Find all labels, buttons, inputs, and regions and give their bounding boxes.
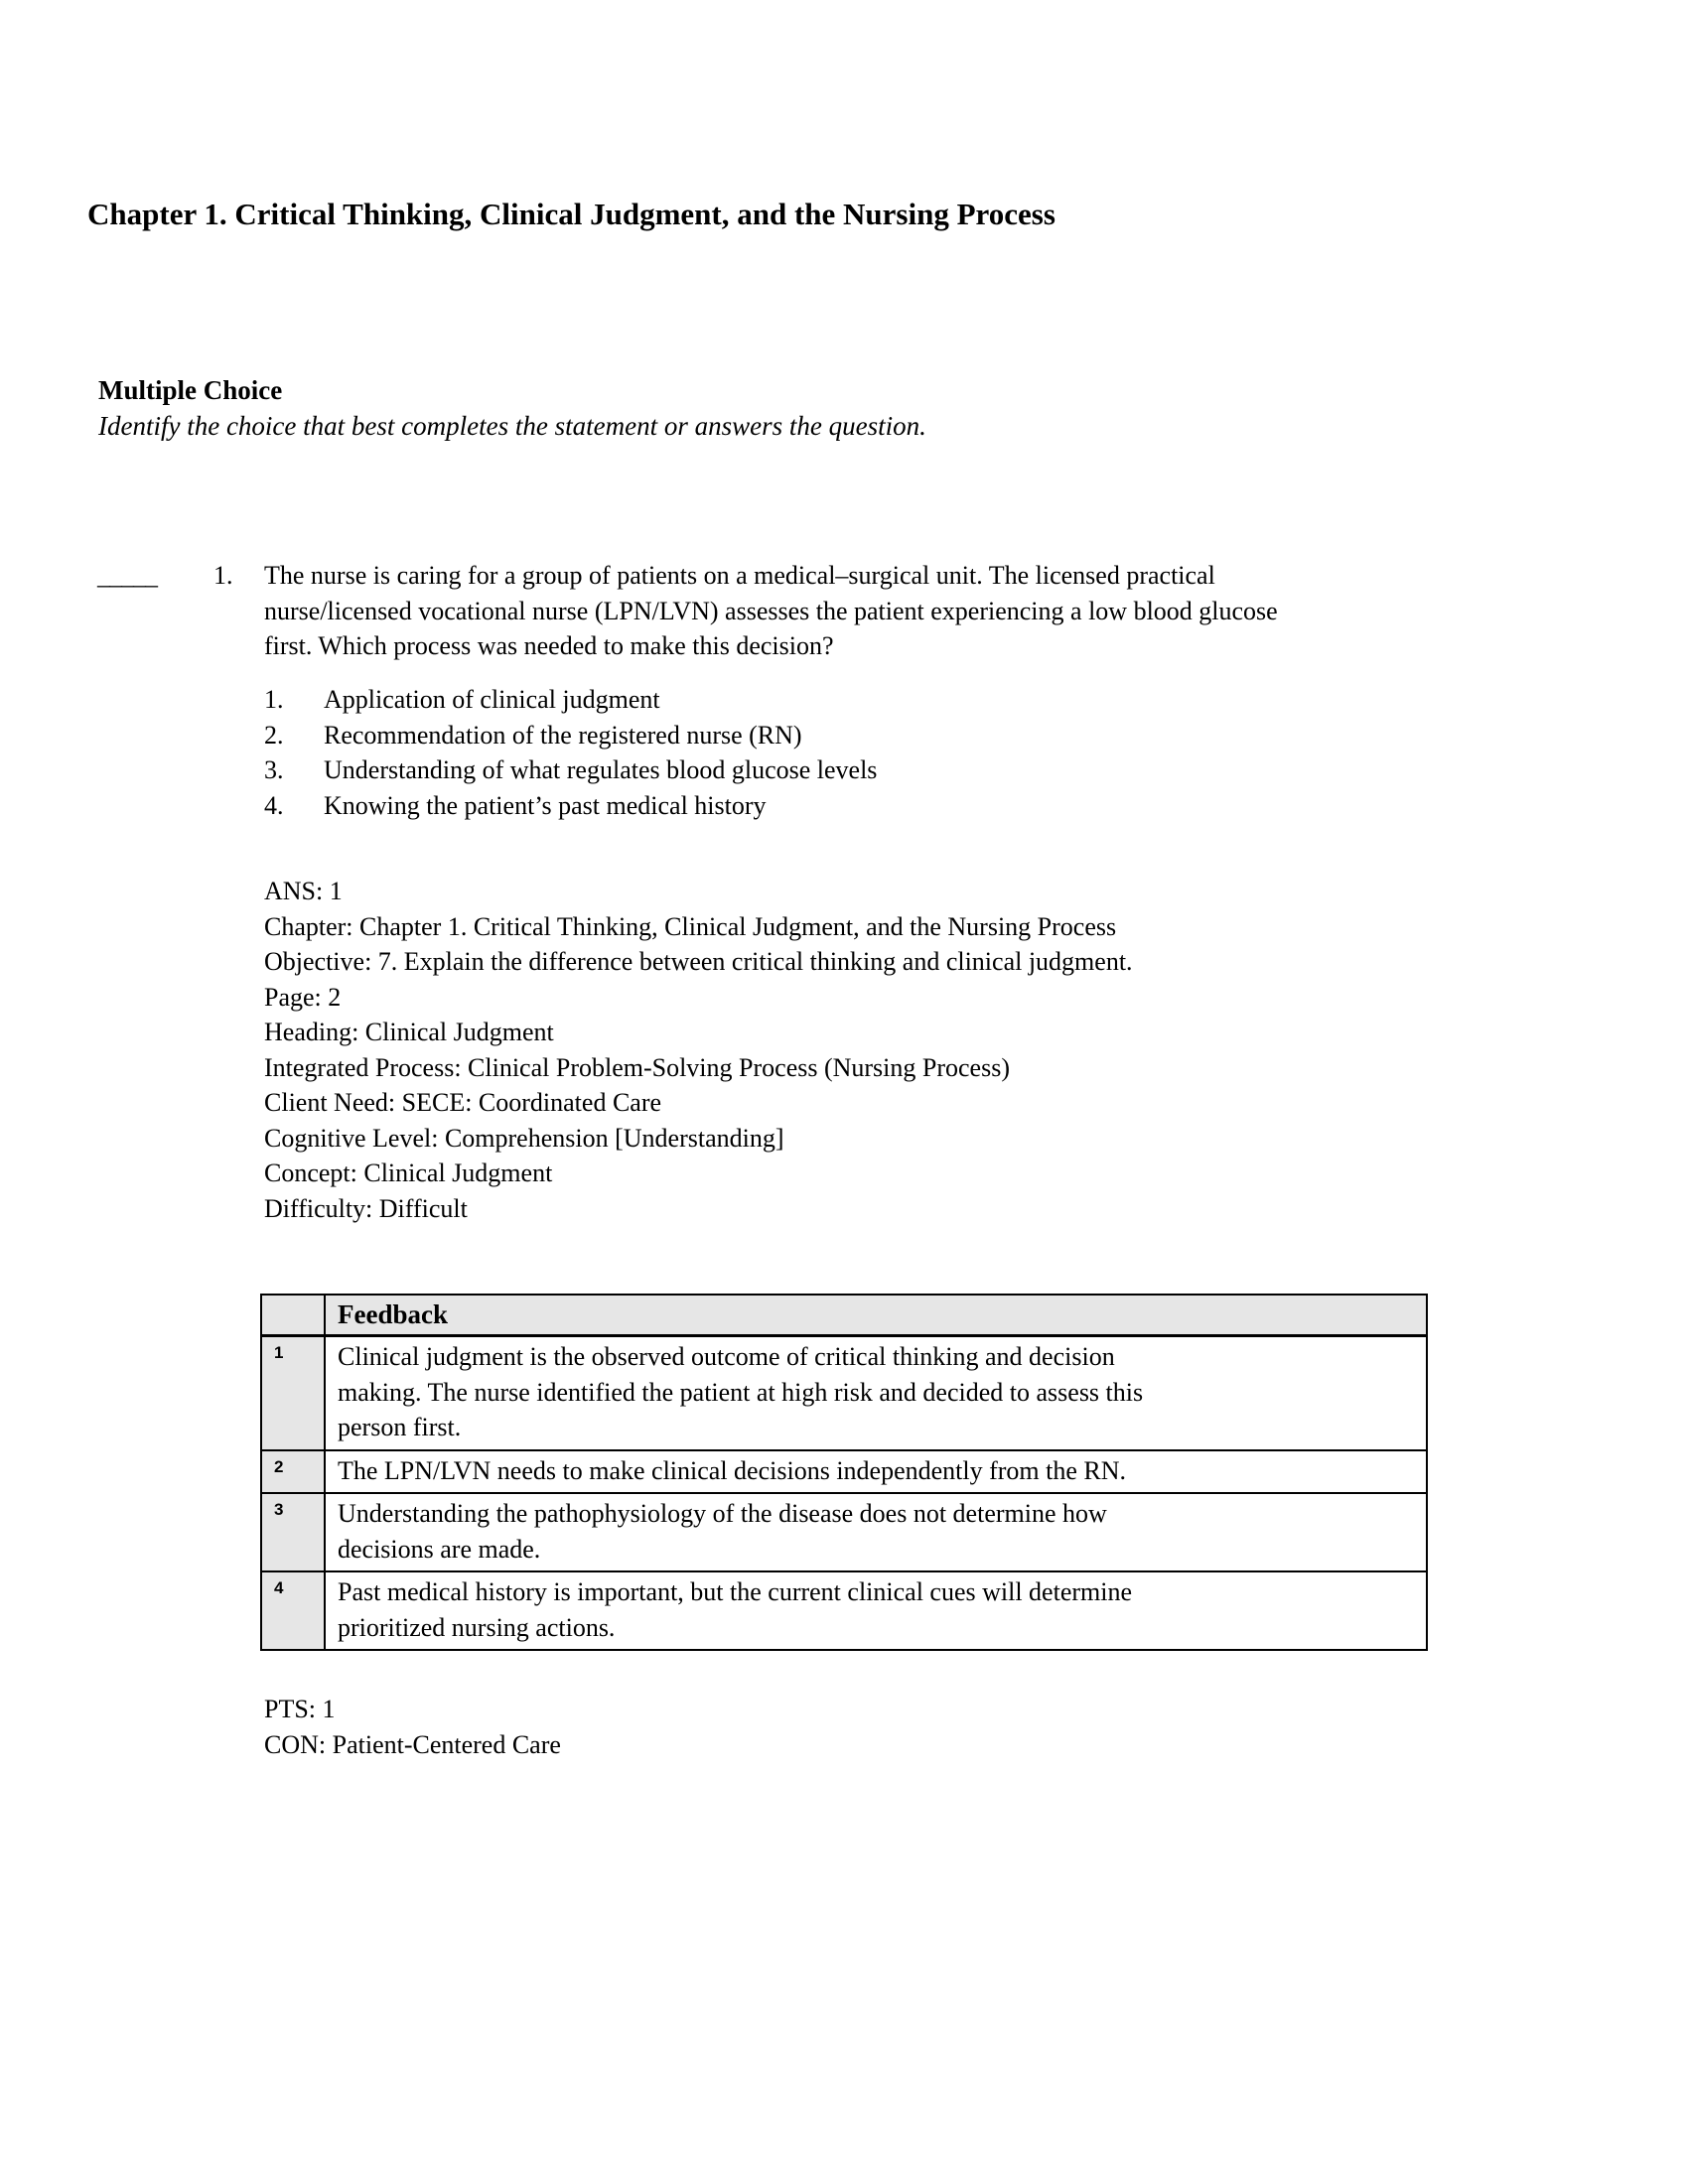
answer-line-objective: Objective: 7. Explain the difference between critical thinking and clinical judgment. (264, 947, 1133, 976)
option-text: Recommendation of the registered nurse (RN) (324, 720, 802, 750)
answer-line-client-need: Client Need: SECE: Coordinated Care (264, 1088, 662, 1117)
answer-details-block (264, 874, 1133, 1226)
option-number: 3. (264, 755, 284, 784)
option-number: 2. (264, 720, 284, 750)
section-instruction: Identify the choice that best completes the statement or answers the question. (98, 411, 926, 441)
answer-option (264, 788, 877, 824)
feedback-row-number: 2 (261, 1450, 325, 1494)
answer-option (264, 682, 877, 718)
answer-line-integrated-process: Integrated Process: Clinical Problem-Solving Process (Nursing Process) (264, 1052, 1010, 1082)
answer-blank: _____ (97, 561, 157, 590)
answer-option (264, 718, 877, 753)
concept-line: CON: Patient-Centered Care (264, 1729, 561, 1759)
feedback-text-line: making. The nurse identified the patient at high risk and decided to assess this (338, 1377, 1144, 1407)
option-text: Application of clinical judgment (324, 685, 660, 714)
feedback-row (261, 1571, 1427, 1650)
feedback-text-line: Understanding the pathophysiology of the disease does not determine how (338, 1499, 1107, 1528)
option-number: 1. (264, 685, 284, 714)
feedback-text-line: person first. (338, 1413, 462, 1441)
feedback-text-line: The LPN/LVN needs to make clinical decisions independently from the RN. (338, 1455, 1127, 1485)
question-text-line: The nurse is caring for a group of patients on a medical–surgical unit. The licensed practical (264, 561, 1215, 590)
feedback-row-number: 3 (261, 1493, 325, 1571)
feedback-header-num-cell (261, 1295, 325, 1336)
feedback-text-line: prioritized nursing actions. (338, 1612, 616, 1642)
question-number: 1. (213, 561, 233, 590)
answer-line-page: Page: 2 (264, 982, 342, 1012)
answer-option (264, 752, 877, 788)
feedback-header-label: Feedback (325, 1295, 1427, 1336)
question-text (264, 558, 1278, 664)
answer-line-ans: ANS: 1 (264, 877, 343, 905)
question-text-line: nurse/licensed vocational nurse (LPN/LVN) assesses the patient experiencing a low blood glucose (264, 596, 1278, 625)
feedback-row-number: 4 (261, 1571, 325, 1650)
feedback-row-text (325, 1493, 1427, 1571)
feedback-row (261, 1336, 1427, 1450)
feedback-row-number: 1 (261, 1336, 325, 1450)
option-number: 4. (264, 790, 284, 820)
question-footer (264, 1692, 561, 1762)
feedback-row (261, 1450, 1427, 1494)
feedback-table (260, 1294, 1428, 1651)
page-title: Chapter 1. Critical Thinking, Clinical Judgment, and the Nursing Process (87, 197, 1055, 231)
feedback-row-text (325, 1336, 1427, 1450)
feedback-row (261, 1493, 1427, 1571)
answer-line-chapter: Chapter: Chapter 1. Critical Thinking, Clinical Judgment, and the Nursing Process (264, 911, 1117, 941)
points-line: PTS: 1 (264, 1695, 336, 1723)
option-text: Understanding of what regulates blood glucose levels (324, 755, 878, 784)
feedback-text-line: decisions are made. (338, 1534, 541, 1564)
question-text-line: first. Which process was needed to make this decision? (264, 631, 834, 660)
answer-line-difficulty: Difficulty: Difficult (264, 1193, 468, 1223)
feedback-text-line: Clinical judgment is the observed outcome of critical thinking and decision (338, 1342, 1115, 1371)
feedback-text-line: Past medical history is important, but the current clinical cues will determine (338, 1577, 1133, 1606)
answer-line-concept: Concept: Clinical Judgment (264, 1159, 553, 1187)
feedback-header-row (261, 1295, 1427, 1336)
answer-options-list (264, 682, 877, 823)
section-heading: Multiple Choice (98, 375, 283, 405)
feedback-row-text (325, 1450, 1427, 1494)
option-text: Knowing the patient’s past medical history (324, 790, 767, 820)
answer-line-heading: Heading: Clinical Judgment (264, 1018, 554, 1046)
answer-line-cognitive-level: Cognitive Level: Comprehension [Understanding] (264, 1123, 784, 1153)
feedback-row-text (325, 1571, 1427, 1650)
